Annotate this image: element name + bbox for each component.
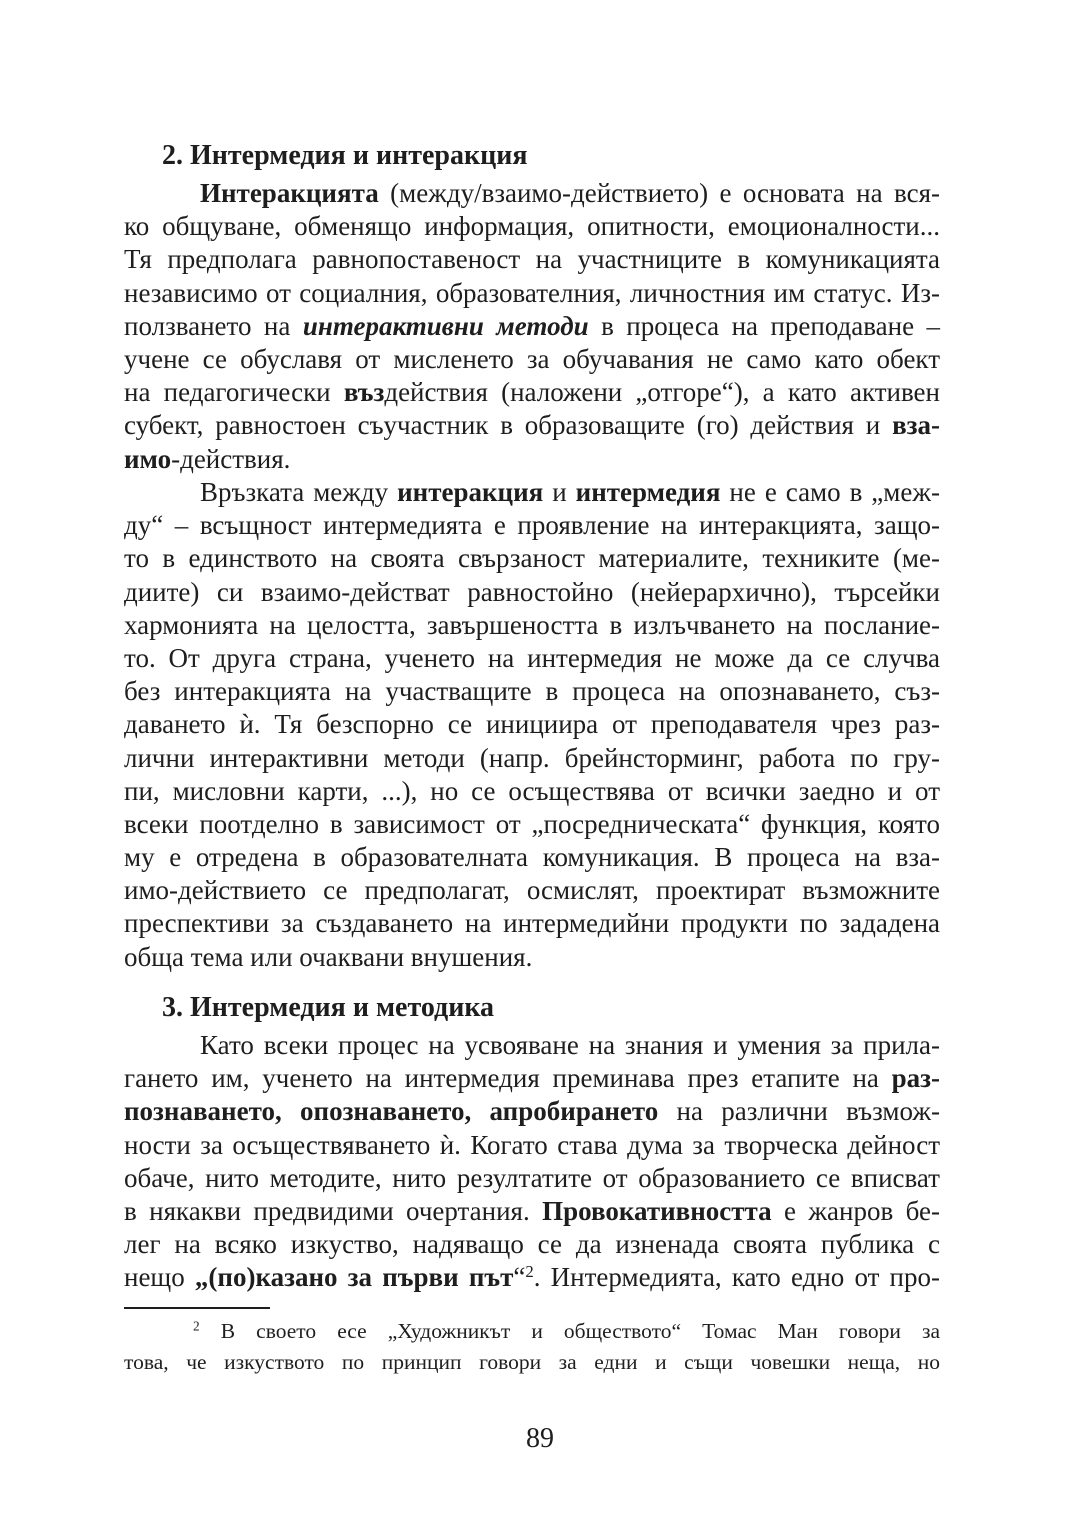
text-line: то в единството на своята свързаност материалите, техниките (ме- bbox=[124, 543, 940, 574]
text-line: без интеракцията на участващите в процеса на опознаването, съз- bbox=[124, 676, 940, 707]
text-run: -действия. bbox=[171, 443, 291, 474]
text-run: е жанров бе- bbox=[771, 1195, 940, 1226]
text-line bbox=[124, 1195, 940, 1228]
footnote bbox=[124, 1316, 940, 1378]
text-run: в процеса на преподаване – bbox=[588, 310, 941, 341]
page-number: 89 bbox=[526, 1423, 554, 1454]
footnote-line bbox=[124, 1316, 940, 1347]
paragraph-methodology bbox=[124, 1029, 940, 1295]
text-line: диите) си взаимо-действат равностойно (нейерархично), търсейки bbox=[124, 576, 940, 607]
text-line: лег на всяко изкуство, надяващо се да изненада своята публика с bbox=[124, 1229, 940, 1260]
text-line bbox=[124, 1062, 940, 1095]
text-run: субект, равностоен съучастник в образоващите (го) действия и bbox=[124, 410, 893, 441]
bold-term: вза- bbox=[892, 410, 940, 441]
bold-term: имо bbox=[124, 443, 172, 474]
footnote-divider bbox=[124, 1307, 270, 1309]
text-line: преспективи за създаването на интермедийни продукти по зададена bbox=[124, 908, 940, 939]
text-line: независимо от социалния, образователния, личностния им статус. Из- bbox=[124, 277, 940, 308]
text-line bbox=[124, 443, 940, 476]
text-run: в някакви предвидими очертания. bbox=[124, 1195, 543, 1226]
paragraph-interaction bbox=[124, 177, 940, 476]
text-line bbox=[124, 177, 940, 210]
text-line: лични интерактивни методи (напр. брейнсторминг, работа по гру- bbox=[124, 742, 940, 773]
bold-term: Провокативността bbox=[542, 1195, 772, 1226]
bold-term: познаването, опознаването, апробирането bbox=[124, 1096, 659, 1127]
text-line: Тя предполага равнопоставеност на участниците в комуникацията bbox=[124, 244, 940, 275]
text-run: (между/взаимо-действието) е основата на вся- bbox=[378, 178, 940, 208]
text-line: всеки поотделно в зависимост от „посредническата“ функция, която bbox=[124, 808, 940, 839]
text-line: ду“ – всъщност интермедията е проявление на интеракцията, защо- bbox=[124, 510, 940, 541]
bold-term: „(по)казано за първи път bbox=[194, 1262, 514, 1293]
text-line bbox=[124, 310, 940, 343]
text-line: пи, мисловни карти, ...), но се осъществява от всички заедно и от bbox=[124, 775, 940, 806]
text-line: му е отредена в образователната комуникация. В процеса на вза- bbox=[124, 842, 940, 873]
text-line bbox=[124, 376, 940, 409]
text-run: Връзката между bbox=[200, 477, 398, 507]
bold-term: раз- bbox=[891, 1063, 940, 1094]
text-line: ко общуване, обменящо информация, опитности, емоционалности... bbox=[124, 211, 940, 242]
footnote-number: 2 bbox=[193, 1318, 200, 1334]
text-line: ности за осъществяването ѝ. Когато става дума за творческа дейност bbox=[124, 1129, 940, 1160]
text-run: на педагогически bbox=[124, 377, 344, 408]
text-line: Като всеки процес на усвояване на знания и умения за прила- bbox=[200, 1030, 940, 1060]
section-heading-intermedia-interaction: 2. Интермедия и интеракция bbox=[162, 140, 528, 171]
text-run: . Интермедията, като едно от про- bbox=[533, 1262, 940, 1293]
text-run: нещо bbox=[124, 1262, 195, 1293]
text-run: на различни възмож- bbox=[658, 1096, 940, 1127]
footnote-line: това, че изкуството по принцип говори за едни и същи човешки неща, но bbox=[124, 1350, 940, 1374]
text-line bbox=[124, 409, 940, 442]
text-line: то. От друга страна, ученето на интермедия не може да се случва bbox=[124, 642, 940, 673]
text-line: имо-действието се предполагат, осмислят, проектират възможните bbox=[124, 875, 940, 906]
paragraph-relation bbox=[124, 476, 940, 974]
text-line bbox=[124, 1261, 940, 1294]
text-line: даването ѝ. Тя безспорно се инициира от преподавателя чрез раз- bbox=[124, 709, 940, 740]
text-run: и bbox=[543, 477, 576, 507]
text-line bbox=[124, 476, 940, 509]
bold-italic-term: интерактивни методи bbox=[302, 310, 589, 341]
bold-term: въз bbox=[343, 377, 385, 408]
section-heading-intermedia-methodology: 3. Интермедия и методика bbox=[162, 992, 495, 1023]
text-line: хармонията на целостта, завършеността в излъчването на послание- bbox=[124, 609, 940, 640]
text-line: обща тема или очаквани внушения. bbox=[124, 941, 533, 972]
text-run: не е само в „меж- bbox=[720, 477, 941, 507]
text-line: учене се обуславя от мисленето за обучавания не само като обект bbox=[124, 343, 940, 374]
text-run: В своето есе „Художникът и обществото“ Томас Ман говори за bbox=[199, 1319, 940, 1343]
footnote-reference[interactable]: 2 bbox=[525, 1262, 534, 1282]
bold-term: Интеракцията bbox=[200, 178, 379, 208]
text-line bbox=[124, 1095, 940, 1128]
text-line: обаче, нито методите, нито резултатите от образованието се вписват bbox=[124, 1162, 940, 1193]
text-run: ползването на bbox=[124, 310, 303, 341]
bold-term: интеракция bbox=[397, 477, 544, 507]
text-run: гането им, ученето на интермедия преминава през етапите на bbox=[124, 1063, 892, 1094]
text-run: “ bbox=[513, 1262, 526, 1293]
text-run: действия (наложени „отгоре“), а като активен bbox=[384, 377, 940, 408]
bold-term: интермедия bbox=[575, 477, 721, 507]
